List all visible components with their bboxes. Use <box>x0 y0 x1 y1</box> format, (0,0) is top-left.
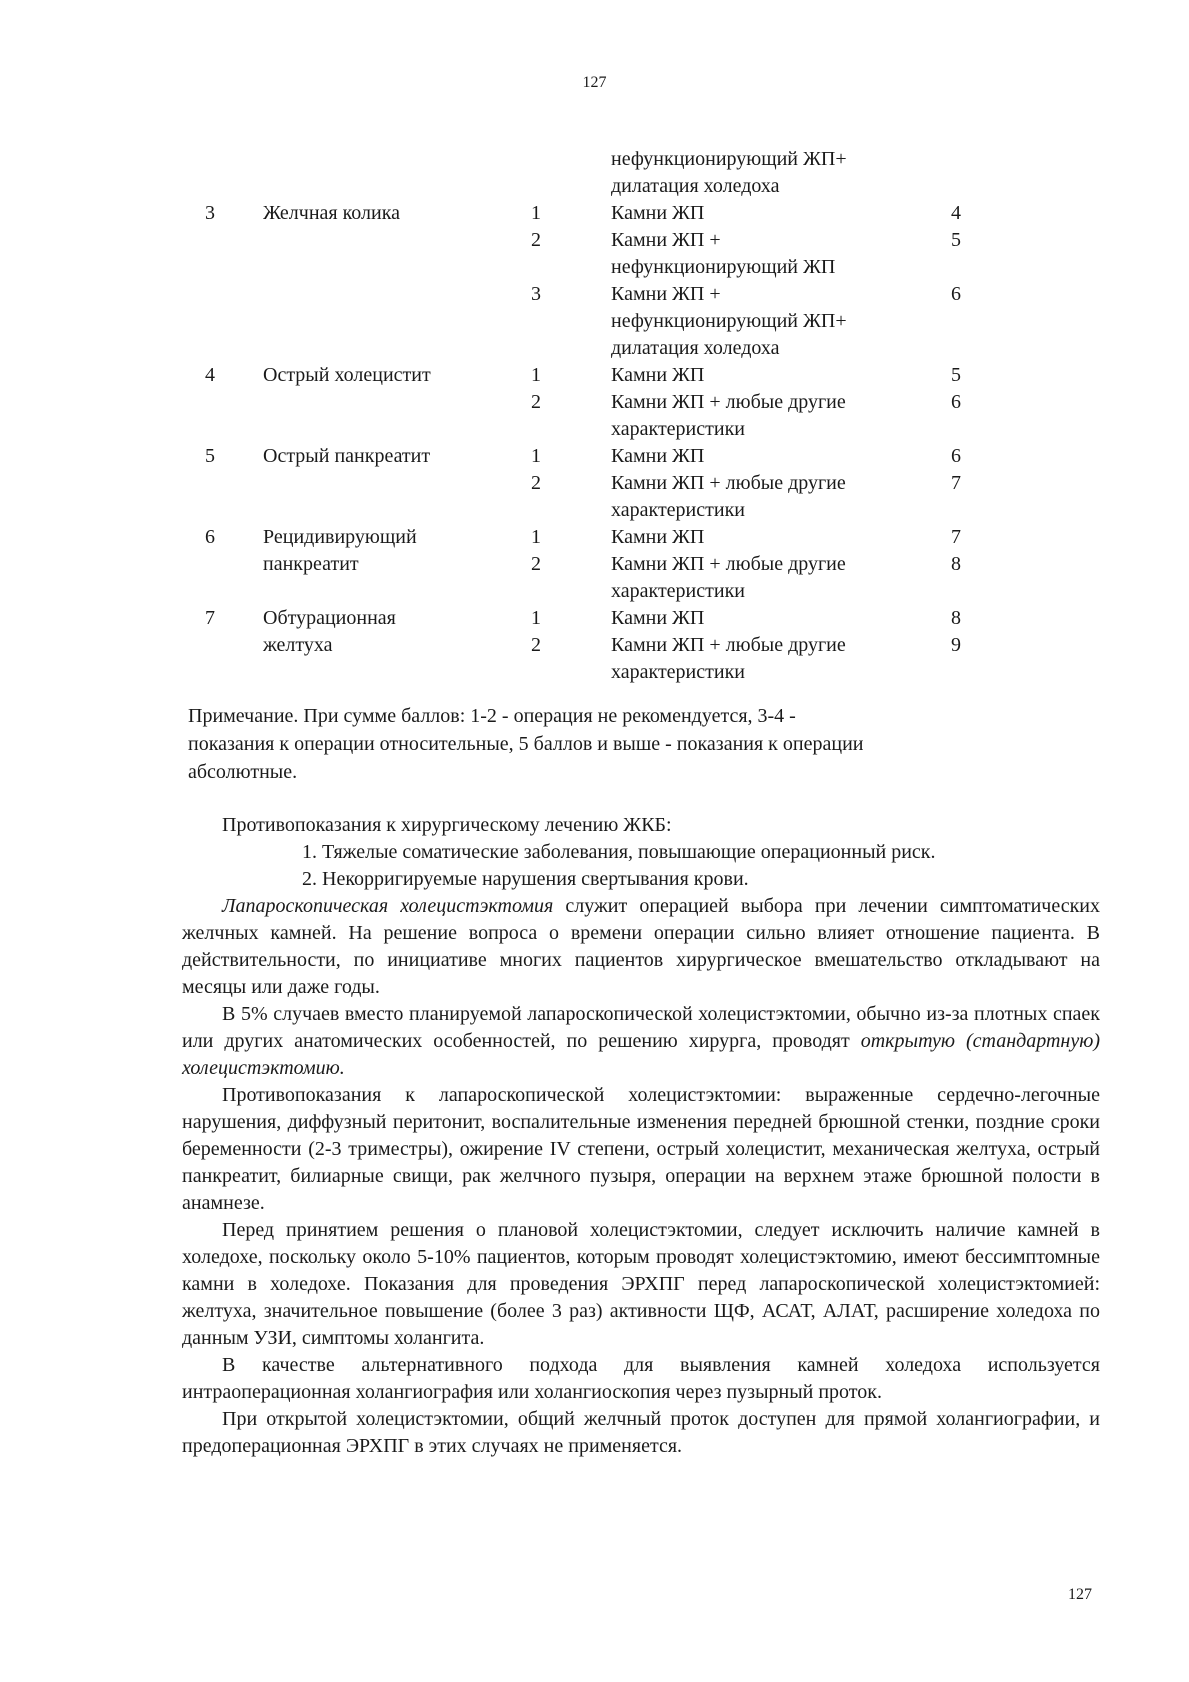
disease-name: Обтурационная желтуха <box>263 607 396 656</box>
degree: 1 <box>531 364 541 386</box>
degree: 1 <box>531 607 541 629</box>
table-row <box>205 605 991 632</box>
paragraph: Лапароскопическая холецистэктомия служит операцией выбора при лечении симптоматических желчных камней. На решение вопроса о времени операции сильно влияет отношение пациента. В действительности, по инициативе многих пациентов хирургическое вмешательство откладывают на месяцы или даже годы. <box>182 895 1100 998</box>
degree: 2 <box>531 553 541 575</box>
degree: 1 <box>531 526 541 548</box>
paragraph: При открытой холецистэктомии, общий желчный проток доступен для прямой холангиографии, и предоперационная ЭРХПГ в этих случаях не применяется. <box>182 1408 1100 1457</box>
emphasis: открытую (стандартную) холецистэктомию. <box>182 1030 1100 1079</box>
page-number-top: 127 <box>582 74 607 91</box>
note-line: показания к операции относительные, 5 баллов и выше - показания к операции <box>188 733 864 755</box>
score: 5 <box>951 364 961 386</box>
table-row <box>205 146 991 200</box>
features: Камни ЖП <box>611 526 705 548</box>
degree: 2 <box>531 634 541 656</box>
features: Камни ЖП + нефункционирующий ЖП+ дилатация холедоха <box>611 283 847 359</box>
list-item: 1. Тяжелые соматические заболевания, повышающие операционный риск. <box>302 841 936 863</box>
disease-number: 5 <box>205 445 215 467</box>
list-item: 2. Некорригируемые нарушения свертывания крови. <box>302 868 749 890</box>
features: Камни ЖП <box>611 202 705 224</box>
disease-number: 6 <box>205 526 215 548</box>
features: нефункционирующий ЖП+ дилатация холедоха <box>611 148 847 197</box>
paragraph: Перед принятием решения о плановой холецистэктомии, следует исключить наличие камней в холедохе, поскольку около 5-10% пациентов, которым проводят холецистэктомию, имеют бессимптомные камни в холедохе. Показания для проведения ЭРХПГ перед лапароскопической холецистэктомией: желтуха, значительное повышение (более 3 раз) активности ЩФ, АСАТ, АЛАТ, расширение холедоха по данным УЗИ, симптомы холангита. <box>182 1219 1100 1349</box>
degree: 2 <box>531 229 541 251</box>
disease-name: Острый холецистит <box>263 364 431 386</box>
features: Камни ЖП <box>611 445 705 467</box>
score: 9 <box>951 634 961 656</box>
note-line: абсолютные. <box>188 761 298 783</box>
contraindications-heading: Противопоказания к хирургическому лечению ЖКБ: <box>222 814 672 836</box>
degree <box>531 146 591 200</box>
table-row <box>205 362 991 389</box>
degree: 3 <box>531 283 541 305</box>
emphasis: Лапароскопическая холецистэктомия <box>222 895 554 917</box>
disease-number: 3 <box>205 202 215 224</box>
score: 6 <box>951 283 961 305</box>
score: 6 <box>951 391 961 413</box>
score: 7 <box>951 526 961 548</box>
score <box>951 146 991 200</box>
degree: 2 <box>531 391 541 413</box>
degree: 1 <box>531 445 541 467</box>
table-note <box>188 702 988 786</box>
features: Камни ЖП <box>611 364 705 386</box>
disease-number: 7 <box>205 607 215 629</box>
disease-name: Желчная колика <box>263 202 401 224</box>
disease-number: 4 <box>205 364 215 386</box>
scoring-table <box>205 146 991 686</box>
degree: 2 <box>531 472 541 494</box>
disease-name <box>263 146 531 200</box>
features: Камни ЖП + любые другие характеристики <box>611 472 846 521</box>
score: 6 <box>951 445 961 467</box>
note-line: Примечание. При сумме баллов: 1-2 - операция не рекомендуется, 3-4 - <box>188 705 796 727</box>
score: 8 <box>951 553 961 575</box>
score: 8 <box>951 607 961 629</box>
score: 5 <box>951 229 961 251</box>
features: Камни ЖП + любые другие характеристики <box>611 634 846 683</box>
page-number-bottom: 127 <box>1068 1586 1092 1603</box>
paragraph: В 5% случаев вместо планируемой лапароскопической холецистэктомии, обычно из-за плотных спаек или других анатомических особенностей, по решению хирурга, проводят открытую (стандартную) холецистэктомию. <box>182 1003 1100 1079</box>
table-row <box>205 443 991 470</box>
disease-number <box>205 146 263 200</box>
paragraph: Противопоказания к лапароскопической холецистэктомии: выраженные сердечно-легочные нарушения, диффузный перитонит, воспалительные изменения передней брюшной стенки, поздние сроки беременности (2-3 триместры), ожирение IV степени, острый холецистит, механическая желтуха, острый панкреатит, билиарные свищи, рак желчного пузыря, операции на верхнем этаже брюшной полости в анамнезе. <box>182 1084 1100 1214</box>
features: Камни ЖП <box>611 607 705 629</box>
table-row <box>205 200 991 227</box>
score: 4 <box>951 202 961 224</box>
features: Камни ЖП + нефункционирующий ЖП <box>611 229 836 278</box>
contraindications-list <box>182 839 1100 893</box>
score: 7 <box>951 472 961 494</box>
disease-name: Острый панкреатит <box>263 445 431 467</box>
degree: 1 <box>531 202 541 224</box>
features: Камни ЖП + любые другие характеристики <box>611 553 846 602</box>
table-row <box>205 524 991 551</box>
body-text <box>182 812 1100 1460</box>
paragraph: В качестве альтернативного подхода для выявления камней холедоха используется интраоперационная холангиография или холангиоскопия через пузырный проток. <box>182 1354 1100 1403</box>
disease-name: Рецидивирующий панкреатит <box>263 526 417 575</box>
features: Камни ЖП + любые другие характеристики <box>611 391 846 440</box>
